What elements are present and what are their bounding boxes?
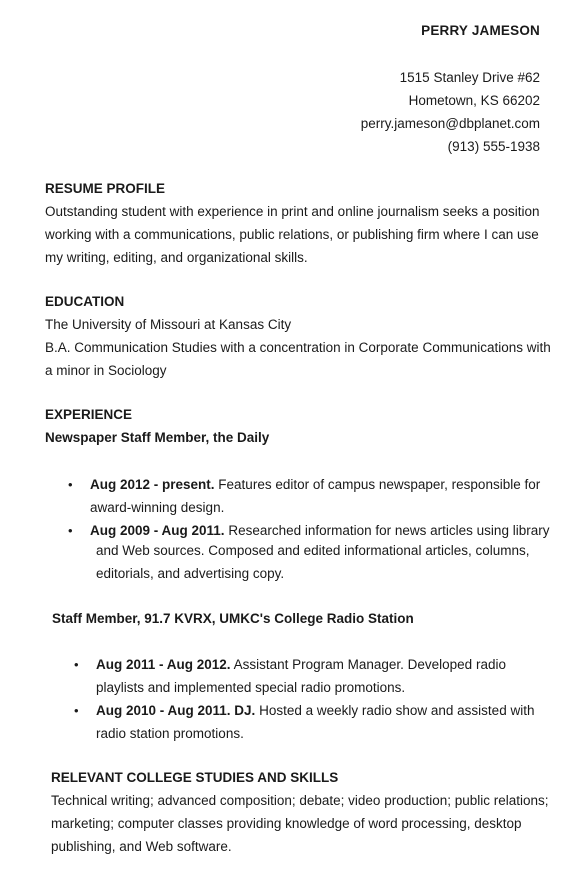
job-1-duties (0, 473, 585, 588)
job-1-item-1-line-2: award-winning design. (90, 500, 225, 515)
education-section (45, 290, 555, 382)
job-2-item-1-line-1: Assistant Program Manager. Developed radio (230, 657, 506, 672)
job-2-item-1-line-2: playlists and implemented special radio promotions. (96, 680, 406, 695)
bullet-icon: • (68, 477, 73, 492)
job-2-item-2-line-2: radio station promotions. (96, 726, 244, 741)
bullet-icon: • (74, 703, 79, 718)
email-address: perry.jameson@dbplanet.com (360, 116, 540, 131)
job-2-item-2-dates: Aug 2010 - Aug 2011. DJ. (96, 703, 256, 718)
job-2-header (52, 607, 552, 630)
skills-heading: RELEVANT COLLEGE STUDIES AND SKILLS (51, 770, 339, 785)
skills-section (51, 766, 551, 858)
experience-section (45, 403, 545, 449)
skills-line-1: Technical writing; advanced composition; debate; video production; public relations; (51, 793, 549, 808)
job-1-item-1-line-1: Features editor of campus newspaper, responsible for (214, 477, 541, 492)
education-school: The University of Missouri at Kansas City (45, 317, 292, 332)
job-1-item-2-line-3: editorials, and advertising copy. (96, 566, 285, 581)
address-line-2: Hometown, KS 66202 (408, 93, 540, 108)
list-item (0, 519, 585, 588)
profile-line-2: working with a communications, public relations, or publishing firm where I can use (45, 227, 539, 242)
list-item (0, 653, 585, 699)
job-1-item-2-dates: Aug 2009 - Aug 2011. (90, 523, 225, 538)
address-line-1: 1515 Stanley Drive #62 (399, 70, 540, 85)
job-1-title: Newspaper Staff Member, the Daily (45, 430, 270, 445)
bullet-icon: • (68, 523, 73, 538)
education-heading: EDUCATION (45, 294, 125, 309)
phone-number: (913) 555-1938 (447, 139, 540, 154)
job-2-item-1-dates: Aug 2011 - Aug 2012. (96, 657, 231, 672)
profile-line-1: Outstanding student with experience in print and online journalism seeks a position (45, 204, 540, 219)
resume-name: PERRY JAMESON (421, 23, 540, 38)
job-1-item-2-line-1: Researched information for news articles using library (224, 523, 550, 538)
job-1-item-1-dates: Aug 2012 - present. (90, 477, 215, 492)
education-degree-line-1: B.A. Communication Studies with a concentration in Corporate Communications with (45, 340, 551, 355)
job-2-item-2-line-1: Hosted a weekly radio show and assisted with (255, 703, 535, 718)
list-item (0, 699, 585, 745)
job-2-duties (0, 653, 585, 745)
profile-heading: RESUME PROFILE (45, 181, 166, 196)
profile-line-3: my writing, editing, and organizational skills. (45, 250, 308, 265)
experience-heading: EXPERIENCE (45, 407, 133, 422)
list-item (0, 473, 585, 519)
profile-section (45, 177, 545, 269)
job-1-item-2-line-2: and Web sources. Composed and edited informational articles, columns, (96, 543, 530, 558)
education-degree-line-2: a minor in Sociology (45, 363, 167, 378)
skills-line-2: marketing; computer classes providing knowledge of word processing, desktop (51, 816, 522, 831)
contact-block (361, 66, 540, 158)
job-2-title: Staff Member, 91.7 KVRX, UMKC's College Radio Station (52, 611, 414, 626)
bullet-icon: • (74, 657, 79, 672)
skills-line-3: publishing, and Web software. (51, 839, 232, 854)
